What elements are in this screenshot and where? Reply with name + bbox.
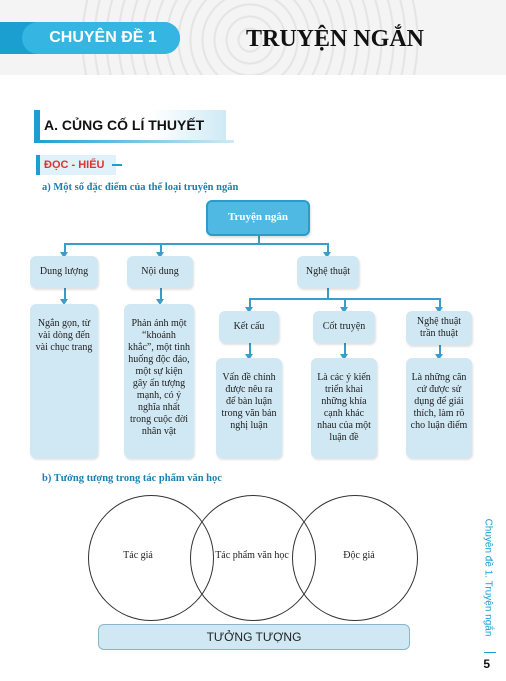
section-a-underline	[34, 140, 234, 143]
node-cot-truyen: Cốt truyện	[313, 311, 375, 343]
venn-label-work: Tác phẩm văn học	[215, 550, 289, 561]
section-a-title: A. CỦNG CỐ LÍ THUYẾT	[44, 117, 205, 133]
chapter-title: TRUYỆN NGẮN	[245, 26, 424, 52]
subsection-label: ĐỌC - HIỂU	[44, 159, 105, 171]
detail-nghe-thuat-tran-thuat: Là những căn cứ được sử dụng để giải thích, làm rõ cho luận điểm	[406, 358, 472, 458]
venn-label-author: Tác giả	[123, 550, 153, 561]
side-marker	[484, 652, 496, 653]
node-noi-dung: Nội dung	[127, 256, 193, 288]
node-nghe-thuat-tran-thuat: Nghệ thuật trần thuật	[406, 311, 472, 345]
detail-ket-cau: Vấn đề chính được nêu ra để bàn luận trong văn bản nghị luận	[216, 358, 282, 458]
detail-cot-truyen: Là các ý kiến triển khai những khía cạnh khác nhau của một luận đề	[311, 358, 377, 458]
venn-label-reader: Độc giả	[343, 550, 375, 561]
chapter-label: CHUYÊN ĐỀ 1	[49, 29, 157, 46]
part-b-heading: b) Tưởng tượng trong tác phẩm văn học	[42, 473, 222, 484]
node-nghe-thuat: Nghệ thuật	[297, 256, 359, 288]
detail-noi-dung: Phản ánh một “khoảnh khắc”, một tình huống độc đáo, một sự kiện gây ấn tượng mạnh, có ý nghĩa nhất trong cuộc đời nhân vật	[124, 304, 194, 458]
side-chapter-label	[480, 510, 494, 650]
subsection-tag-tail	[112, 164, 122, 166]
page-number: 5	[483, 657, 490, 671]
side-chapter-text: Chuyên đề 1. Truyện ngắn	[482, 518, 494, 637]
imagination-bar: TƯỞNG TƯỢNG	[98, 624, 410, 650]
part-a-heading: a) Một số đặc điểm của thể loại truyện ngắn	[42, 182, 239, 193]
root-node: Truyện ngắn	[206, 200, 310, 236]
node-ket-cau: Kết cấu	[219, 311, 279, 343]
detail-dung-luong: Ngắn gọn, từ vài dòng đến vài chục trang	[30, 304, 98, 458]
node-dung-luong: Dung lượng	[30, 256, 98, 288]
